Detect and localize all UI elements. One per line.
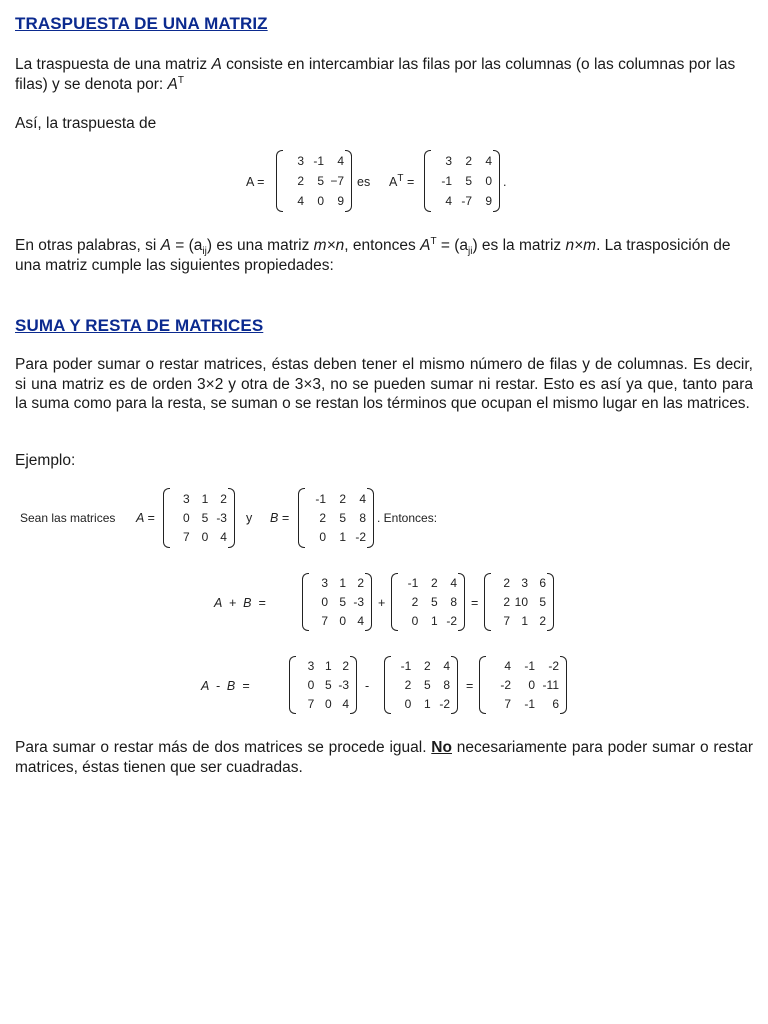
section-title-traspuesta: TRASPUESTA DE UNA MATRIZ — [15, 14, 268, 33]
diff-lhs: A - B = — [201, 679, 250, 693]
matrix-cell: 7 — [307, 696, 315, 711]
matrix-left-bracket — [302, 573, 309, 631]
matrix-cell: 0 — [339, 613, 346, 628]
matrix-cell: -1 — [313, 154, 324, 168]
matrix-right-bracket — [560, 656, 567, 714]
matrix-cell: 2 — [539, 613, 546, 628]
sean-y: y — [246, 511, 253, 525]
matrix-cell: 1 — [324, 659, 332, 674]
matrix-left-bracket — [484, 573, 491, 631]
matrix-cell: 0 — [201, 530, 209, 545]
matrix-cell: -2 — [500, 677, 511, 692]
matrix-cell: 3 — [521, 576, 528, 591]
matrix-cell: 4 — [297, 194, 304, 208]
traspuesta-outro-paragraph: En otras palabras, si $A = (a_{ij})$ es una matriz m×n, entonces $A^T = (a_{ji})$ es la matriz n×m. La trasposición de una matriz cumple las siguientes propiedades: — [15, 235, 731, 274]
matrix-cell: 4 — [443, 659, 450, 674]
matrix-cell: 7 — [504, 696, 511, 711]
diff-matrix-B — [384, 656, 458, 714]
matrix-cell: -11 — [542, 677, 559, 692]
diff-result-matrix — [479, 656, 567, 714]
matrix-left-bracket — [276, 150, 283, 212]
matrix-cell: 4 — [359, 491, 366, 506]
matrix-cell: 2 — [297, 174, 304, 188]
matrix-cell: 1 — [521, 613, 528, 628]
matrix-cell: 4 — [357, 613, 364, 628]
matrix-cell: -2 — [355, 530, 366, 545]
matrix-cell: 0 — [319, 530, 326, 545]
matrix-right-bracket — [345, 150, 352, 212]
matrix-cell: 4 — [220, 530, 227, 545]
matrix-cell: -1 — [524, 696, 535, 711]
matrix-cell: -2 — [446, 613, 457, 628]
matrix-cell: 4 — [342, 696, 349, 711]
matrix-cell: 0 — [485, 174, 492, 188]
matrix-cell: 7 — [321, 613, 328, 628]
matrix-cell: 1 — [423, 696, 431, 711]
matrix-left-bracket — [163, 488, 170, 548]
sean-a-label: A = — [136, 511, 155, 525]
matrix-cell: 0 — [317, 194, 324, 208]
matrix-right-bracket — [365, 573, 372, 631]
matrix-cell: 4 — [450, 576, 457, 591]
matrix-cell: 3 — [182, 491, 190, 506]
matrix-cell: 0 — [321, 594, 328, 609]
matrix-cell: 5 — [317, 174, 324, 188]
matrix-cell: 5 — [339, 510, 346, 525]
sean-b-label: B = — [270, 511, 290, 525]
matrix-cell: 8 — [443, 677, 450, 692]
matrix-cell: 5 — [430, 594, 438, 609]
matrix-cell: 2 — [404, 677, 412, 692]
matrix-cell: 2 — [342, 659, 349, 674]
matrix-cell: 9 — [485, 194, 492, 208]
matrix-cell: -1 — [315, 491, 326, 506]
matrix-cell: 2 — [430, 576, 438, 591]
matrix-right-bracket — [367, 488, 374, 548]
sum-plus: + — [378, 596, 386, 610]
matrix-cell: 2 — [503, 576, 510, 591]
matrix-right-bracket — [350, 656, 357, 714]
matrix-cell: 1 — [339, 530, 346, 545]
section-title-suma-resta: SUMA Y RESTA DE MATRICES — [15, 316, 264, 335]
matrix-cell: 4 — [445, 194, 452, 208]
matrix-cell: -2 — [548, 659, 559, 674]
matrix-cell: 5 — [324, 677, 332, 692]
matrix-right-bracket — [493, 150, 500, 212]
transpose-label: $A^T$ = — [389, 172, 415, 189]
matrix-left-bracket — [384, 656, 391, 714]
sean-prefix: Sean las matrices — [20, 511, 116, 525]
matrix-cell: -1 — [441, 174, 452, 188]
matrix-cell: 0 — [411, 613, 419, 628]
matrix-cell: 5 — [539, 594, 546, 609]
matrix-right-bracket — [451, 656, 458, 714]
sean-suffix: . Entonces: — [377, 511, 438, 525]
matrix-cell: 0 — [182, 510, 190, 525]
matrix-left-bracket — [479, 656, 486, 714]
matrix-A — [276, 150, 352, 212]
matrix-cell: -3 — [216, 510, 227, 525]
matrix-cell: 4 — [504, 659, 511, 674]
matrix-cell: 0 — [404, 696, 412, 711]
sum-matrix-A — [302, 573, 372, 631]
matrix-cell: 1 — [201, 491, 209, 506]
matrix-cell: 9 — [337, 194, 344, 208]
matrix-cell: 0 — [307, 677, 315, 692]
matrix-cell: 6 — [539, 576, 546, 591]
matrix-A-def — [163, 488, 235, 548]
matrix-cell: 8 — [450, 594, 457, 609]
matrix-cell: 2 — [357, 576, 364, 591]
matrix-cell: 1 — [339, 576, 346, 591]
matrix-cell: 2 — [503, 594, 510, 609]
matrix-left-bracket — [424, 150, 431, 212]
matrix-cell: 7 — [182, 530, 190, 545]
matrix-right-bracket — [547, 573, 554, 631]
matrix-right-bracket — [228, 488, 235, 548]
matrix-B-def — [298, 488, 374, 548]
es-label: es — [357, 175, 371, 189]
matrix-cell: 2 — [220, 491, 227, 506]
sum-lhs: A + B = — [214, 596, 266, 610]
sum-result-matrix — [484, 573, 554, 631]
matrix-cell: 7 — [503, 613, 510, 628]
matrix-left-bracket — [289, 656, 296, 714]
matrix-cell: 2 — [465, 154, 472, 168]
matrix-cell: 5 — [339, 594, 346, 609]
matrix-cell: 2 — [423, 659, 431, 674]
matrix-right-bracket — [458, 573, 465, 631]
matrix-cell: 5 — [465, 174, 472, 188]
matrix-cell: 3 — [297, 154, 304, 168]
matrix-cell: 5 — [423, 677, 431, 692]
matrix-cell: 3 — [321, 576, 328, 591]
matrix-cell: -1 — [524, 659, 535, 674]
matrix-left-bracket — [298, 488, 305, 548]
matrix-cell: 2 — [411, 594, 419, 609]
matrix-cell: 4 — [485, 154, 492, 168]
matrix-cell: 0 — [528, 677, 535, 692]
matrix-cell: 8 — [359, 510, 366, 525]
matrix-cell: 3 — [307, 659, 315, 674]
matrix-cell: -3 — [338, 677, 349, 692]
matrix-cell: 3 — [445, 154, 452, 168]
sum-equals: = — [471, 596, 479, 610]
matrix-cell: 4 — [337, 154, 344, 168]
traspuesta-intro-paragraph: La traspuesta de una matriz A consiste en intercambiar las filas por las columnas (o las columnas por las filas) y se denota por: $A^T$ — [15, 56, 736, 93]
matrix-cell: 0 — [324, 696, 332, 711]
diff-minus: - — [365, 679, 370, 693]
ejemplo-label: Ejemplo: — [15, 452, 76, 469]
closing-paragraph: Para sumar o restar más de dos matrices se procede igual. No necesariamente para poder sumar o restar matrices, éstas tienen que ser cuadradas. — [15, 739, 753, 776]
diff-equals: = — [466, 679, 474, 693]
matrix-cell: −7 — [330, 174, 344, 188]
matrix-cell: -1 — [400, 659, 412, 674]
matrix-cell: 10 — [514, 594, 528, 609]
lhs-label: A = — [246, 175, 265, 189]
matrix-A-transpose — [424, 150, 500, 212]
matrix-cell: -2 — [439, 696, 450, 711]
matrix-left-bracket — [391, 573, 398, 631]
matrix-cell: 6 — [552, 696, 559, 711]
matrix-cell: 2 — [319, 510, 326, 525]
matrix-cell: 5 — [201, 510, 209, 525]
asi-paragraph: Así, la traspuesta de — [15, 115, 157, 132]
suma-resta-paragraph: Para poder sumar o restar matrices, éstas deben tener el mismo número de filas y de columnas. Es decir, si una matriz es de orden 3×2 y otra de 3×3, no se pueden sumar ni restar. Esto es así ya que, tanto para la suma como para la resta, se suman o se restan los términos que ocupan el mismo lugar en las matrices. — [15, 356, 753, 412]
matrix-cell: 1 — [430, 613, 438, 628]
matrix-cell: -7 — [461, 194, 472, 208]
period: . — [503, 175, 507, 189]
diff-matrix-A — [289, 656, 357, 714]
sum-matrix-B — [391, 573, 465, 631]
matrix-cell: 2 — [339, 491, 346, 506]
matrix-cell: -3 — [353, 594, 364, 609]
matrix-cell: -1 — [407, 576, 419, 591]
